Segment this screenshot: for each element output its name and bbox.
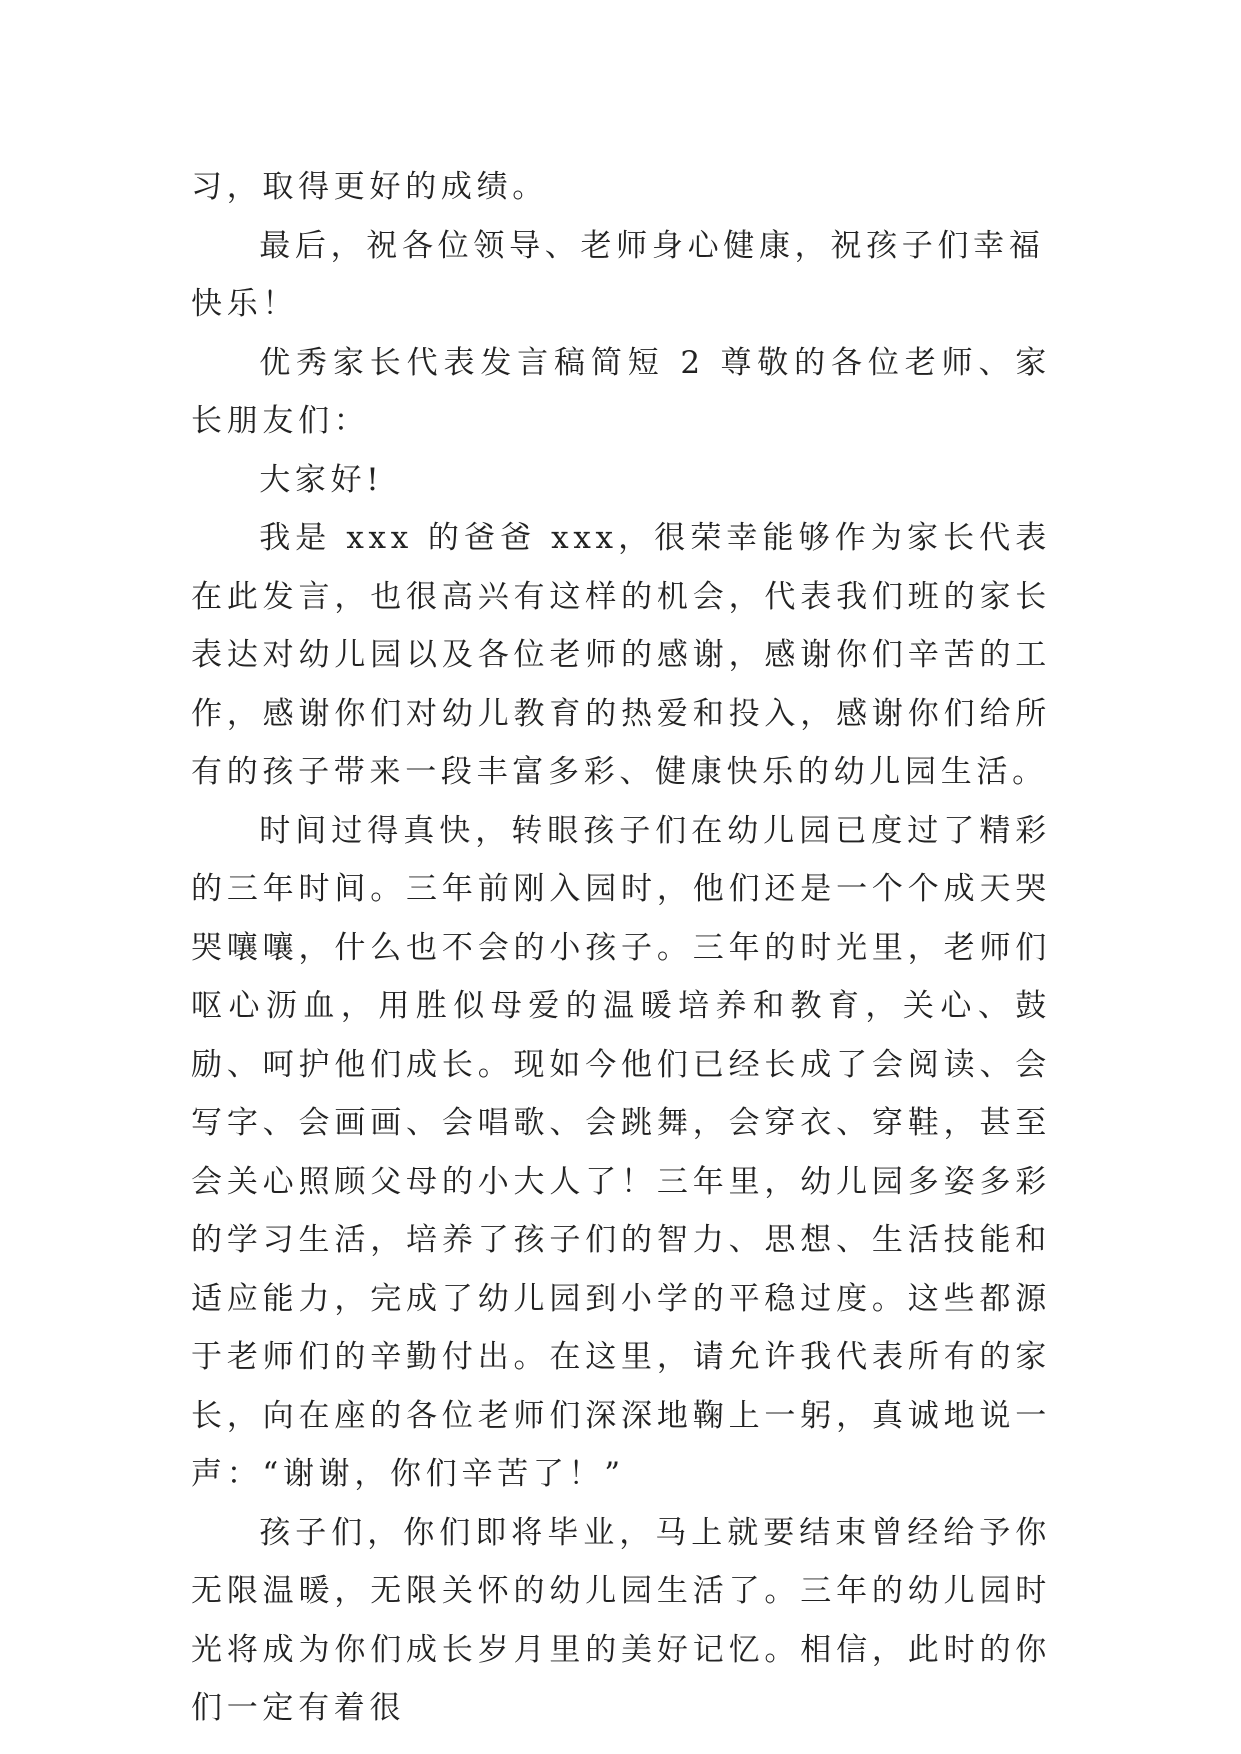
paragraph-speech-heading: 优秀家长代表发言稿简短 2 尊敬的各位老师、家长朋友们：	[191, 344, 1051, 439]
document-body	[191, 158, 1051, 1738]
paragraph-closing-wishes: 最后，祝各位领导、老师身心健康，祝孩子们幸福快乐！	[191, 227, 1045, 322]
paragraph-three-years: 时间过得真快，转眼孩子们在幼儿园已度过了精彩的三年时间。三年前刚入园时，他们还是一个个成天哭哭嚷嚷，什么也不会的小孩子。三年的时光里，老师们呕心沥血，用胜似母爱的温暖培养和教育，关心、鼓励、呵护他们成长。现如今他们已经长成了会阅读、会写字、会画画、会唱歌、会跳舞，会穿衣、穿鞋，甚至会关心照顾父母的小大人了！三年里，幼儿园多姿多彩的学习生活，培养了孩子们的智力、思想、生活技能和适应能力，完成了幼儿园到小学的平稳过度。这些都源于老师们的辛勤付出。在这里，请允许我代表所有的家长，向在座的各位老师们深深地鞠上一躬，真诚地说一声：“谢谢，你们辛苦了！”	[191, 812, 1051, 1492]
paragraph-greeting: 大家好!	[259, 461, 384, 498]
paragraph-to-children: 孩子们，你们即将毕业，马上就要结束曾经给予你无限温暖，无限关怀的幼儿园生活了。三年的幼儿园时光将成为你们成长岁月里的美好记忆。相信，此时的你们一定有着很	[191, 1514, 1051, 1726]
paragraph-continuation: 习，取得更好的成绩。	[191, 169, 548, 205]
paragraph-introduction: 我是 xxx 的爸爸 xxx，很荣幸能够作为家长代表在此发言，也很高兴有这样的机会，代表我们班的家长表达对幼儿园以及各位老师的感谢，感谢你们辛苦的工作，感谢你们对幼儿教育的热爱和投入，感谢你们给所有的孩子带来一段丰富多彩、健康快乐的幼儿园生活。	[191, 520, 1051, 790]
